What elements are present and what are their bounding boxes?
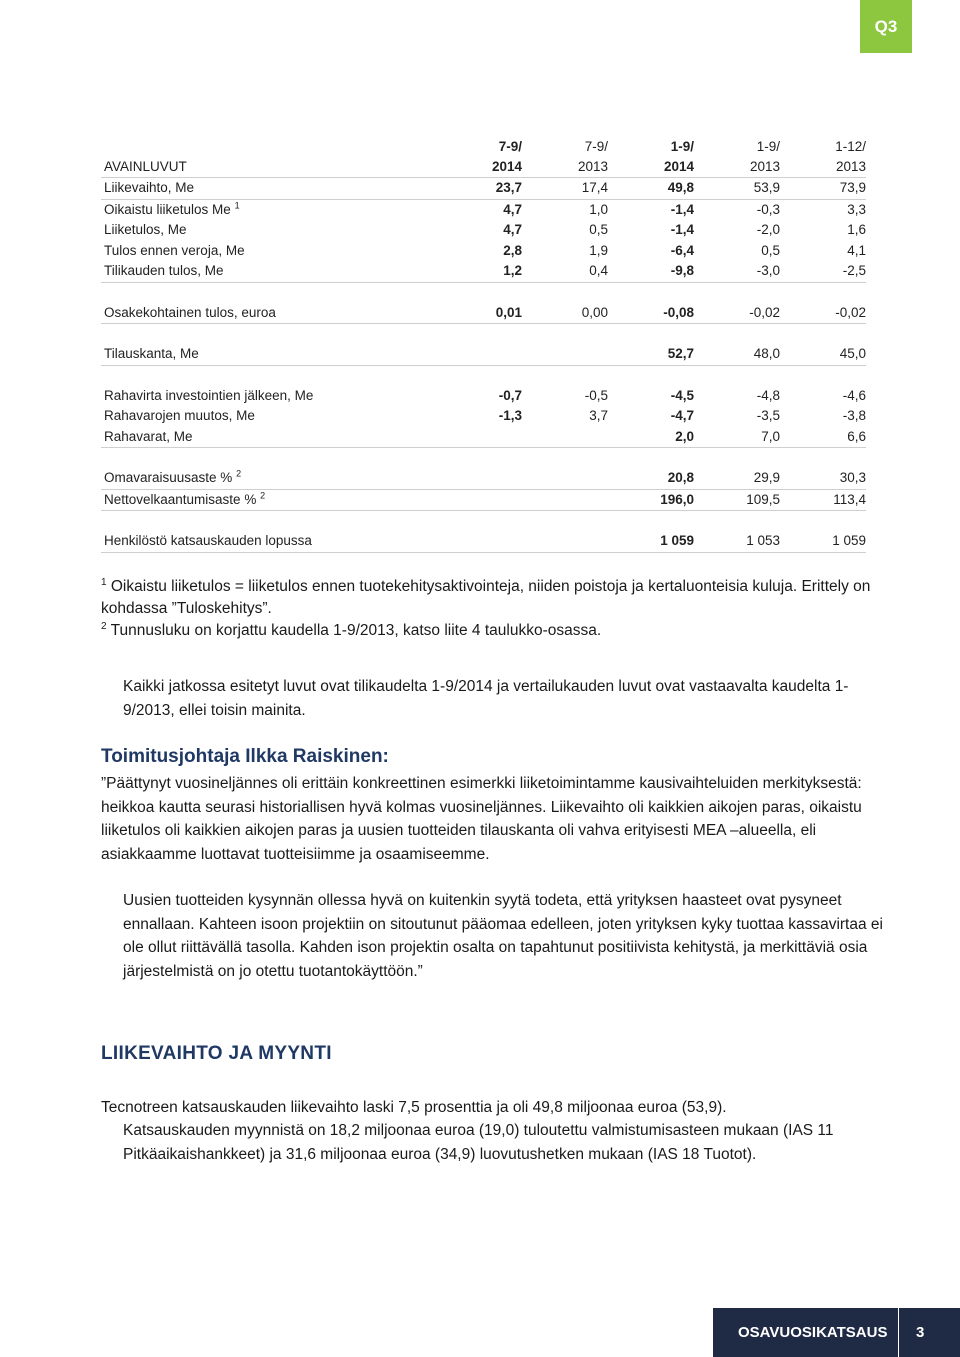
- row-label: Rahavarat, Me: [101, 427, 436, 448]
- table-row: [101, 241, 866, 262]
- row-value: 4,1: [847, 242, 866, 258]
- row-value: [436, 531, 522, 552]
- table-row: [101, 261, 866, 282]
- table-row: [101, 427, 866, 448]
- sales-paragraph-2: Katsauskauden myynnistä on 18,2 miljoonaa euroa (19,0) tuloutettu valmistumisasteen mukaan (IAS 11 Pitkäaikaishankkeet) ja 31,6 miljoonaa euroa (34,9) luovutushetken mukaan (IAS 18 Tuotot).: [123, 1122, 834, 1163]
- row-value: 53,9: [694, 178, 780, 200]
- row-value: 6,6: [780, 427, 866, 448]
- table-row: [101, 303, 866, 324]
- table-row: [101, 344, 866, 365]
- row-value: [522, 489, 608, 511]
- row-label: Oikaistu liiketulos Me: [104, 201, 231, 217]
- row-value: -4,6: [842, 387, 866, 403]
- row-value: -0,5: [584, 387, 608, 403]
- table-row: [101, 468, 866, 489]
- ceo-quote-paragraph-2: Uusien tuotteiden kysynnän ollessa hyvä on kuitenkin syytä todeta, että yrityksen haasteet ovat pysyneet ennallaan. Kahteen isoon projektiin on sitoutunut pääomaa edelleen, joten yrityksen kyky tuottaa kassavirtaa ei ole ollut riittävällä tasolla. Kahden ison projektin osalta on tapahtunut positiivista kehitystä, ja merkittäviä osia järjestelmistä on jo otettu tuotantokäyttöön.”: [123, 892, 883, 980]
- row-value: 1 059: [780, 531, 866, 552]
- row-value: 7,0: [694, 427, 780, 448]
- row-value: -1,4: [670, 222, 694, 237]
- row-value: [522, 468, 608, 489]
- row-value: 0,4: [522, 261, 608, 282]
- row-value: [436, 489, 522, 511]
- row-value: -2,5: [780, 261, 866, 282]
- row-label-cell: [101, 468, 436, 489]
- row-value: 52,7: [608, 344, 694, 365]
- row-label: Tilikauden tulos, Me: [101, 261, 436, 282]
- page-number: 3: [916, 1324, 925, 1341]
- row-label: Rahavirta investointien jälkeen, Me: [104, 387, 314, 403]
- section-heading: LIIKEVAIHTO JA MYYNTI: [101, 1043, 332, 1064]
- column-header-line1: 1-9/: [670, 139, 694, 154]
- table-row: [101, 386, 866, 407]
- row-value: 113,4: [780, 489, 866, 511]
- row-label: Nettovelkaantumisaste %: [104, 491, 257, 507]
- row-value: -6,4: [670, 242, 694, 258]
- row-value: 109,5: [694, 489, 780, 511]
- ceo-heading: Toimitusjohtaja Ilkka Raiskinen:: [101, 746, 389, 767]
- intro-paragraph: Kaikki jatkossa esitetyt luvut ovat tilikaudelta 1-9/2014 ja vertailukauden luvut ovat vastaavalta kaudelta 1-9/2013, ellei toisin mainita.: [123, 678, 849, 719]
- row-value: 45,0: [780, 344, 866, 365]
- footnote-1: [101, 576, 871, 620]
- footnotes: [101, 576, 871, 642]
- row-value: 4,7: [503, 201, 522, 217]
- row-label: Tilauskanta, Me: [101, 344, 436, 365]
- column-header-line1: 7-9/: [498, 139, 522, 154]
- row-value: -4,7: [670, 408, 694, 423]
- row-label: Rahavarojen muutos, Me: [104, 408, 255, 423]
- row-value: 2,8: [503, 242, 522, 258]
- column-header-line1: 7-9/: [584, 139, 608, 154]
- row-value: -9,8: [608, 261, 694, 282]
- row-label: Liiketulos, Me: [104, 222, 187, 237]
- row-value: -4,5: [670, 387, 694, 403]
- row-value: [522, 531, 608, 552]
- footnote-text: Tunnusluku on korjattu kaudella 1-9/2013, katso liite 4 taulukko-osassa.: [110, 622, 602, 639]
- row-value: 4,7: [503, 222, 522, 237]
- row-value: 0,01: [436, 303, 522, 324]
- row-value: 1,0: [589, 201, 608, 217]
- column-header-line1: 1-12/: [835, 139, 866, 154]
- row-value: -0,08: [608, 303, 694, 324]
- footnote-marker: 1: [234, 200, 240, 210]
- row-value: 73,9: [780, 178, 866, 200]
- row-value: [522, 427, 608, 448]
- table-row: [101, 531, 866, 552]
- sales-paragraph-1: Tecnotreen katsauskauden liikevaihto laski 7,5 prosenttia ja oli 49,8 miljoonaa euroa (53,9).: [101, 1099, 727, 1116]
- footnote-2: [101, 620, 871, 642]
- row-label: Tulos ennen veroja, Me: [104, 242, 245, 258]
- column-header-line2: 2013: [780, 157, 866, 178]
- row-value: 3,3: [847, 201, 866, 217]
- row-value: 30,3: [780, 468, 866, 489]
- row-value: 49,8: [608, 178, 694, 200]
- quarter-badge: Q3: [860, 0, 912, 53]
- table-row: [101, 220, 866, 241]
- row-value: -4,8: [756, 387, 780, 403]
- table-row: [101, 199, 866, 220]
- row-value: 196,0: [608, 489, 694, 511]
- row-value: 1 059: [608, 531, 694, 552]
- row-value: 1,9: [589, 242, 608, 258]
- footnote-number: 1: [101, 576, 107, 588]
- footnote-marker: 2: [236, 468, 242, 479]
- footnote-text: Oikaistu liiketulos = liiketulos ennen tuotekehitysaktivointeja, niiden poistoja ja kertaluonteisia kuluja. Erittely on kohdassa ”Tuloskehitys”.: [101, 578, 871, 617]
- footnote-number: 2: [101, 620, 107, 632]
- column-header-line2: 2013: [522, 157, 608, 178]
- column-header-line2: 2014: [608, 157, 694, 178]
- table-row: [101, 489, 866, 511]
- table-header-row-2: [101, 157, 866, 178]
- row-value: 1 053: [694, 531, 780, 552]
- ceo-quote-paragraph-1: ”Päättynyt vuosineljännes oli erittäin konkreettinen esimerkki liiketoimintamme kausivaihteluiden merkityksestä: heikkoa kautta seurasi historiallisen hyvä kolmas vuosineljännes. Liikevaihto oli kaikkien aikojen paras, oikaistu liiketulos oli kaikkien aikojen paras ja uusien tuotteiden tilauskanta oli vahva erityisesti MEA –alueella, eli asiakkaamme luottavat tuotteisiimme ja osaamiseemme.: [101, 775, 862, 863]
- row-value: -1,3: [498, 408, 522, 423]
- footer-bar: [713, 1308, 960, 1357]
- row-value: [436, 344, 522, 365]
- row-value: -1,4: [670, 201, 694, 217]
- row-value: 1,6: [847, 222, 866, 237]
- footnote-marker: 2: [260, 490, 266, 500]
- row-value: 2,0: [608, 427, 694, 448]
- table-row: [101, 178, 866, 200]
- row-value: 0,5: [589, 222, 608, 237]
- row-label-cell: [101, 489, 436, 511]
- row-label-cell: [101, 199, 436, 220]
- row-value: -3,0: [694, 261, 780, 282]
- table-row: [101, 406, 866, 427]
- row-value: [436, 468, 522, 489]
- row-value: 17,4: [522, 178, 608, 200]
- table-header-label: AVAINLUVUT: [101, 157, 436, 178]
- column-header-line1: 1-9/: [756, 139, 780, 154]
- row-value: 20,8: [608, 468, 694, 489]
- row-label: Liikevaihto, Me: [101, 178, 436, 200]
- row-value: [436, 427, 522, 448]
- row-value: 0,00: [522, 303, 608, 324]
- row-value: 29,9: [694, 468, 780, 489]
- row-value: -0,3: [756, 201, 780, 217]
- column-header-line2: 2013: [694, 157, 780, 178]
- footer-divider: [898, 1308, 899, 1357]
- row-value: [522, 344, 608, 365]
- row-label: Osakekohtainen tulos, euroa: [101, 303, 436, 324]
- row-value: -3,8: [842, 408, 866, 423]
- row-value: -0,02: [780, 303, 866, 324]
- row-value: 23,7: [436, 178, 522, 200]
- footer-title: OSAVUOSIKATSAUS: [738, 1324, 888, 1341]
- row-label: Henkilöstö katsauskauden lopussa: [101, 531, 436, 552]
- row-value: -0,7: [498, 387, 522, 403]
- row-value: 3,7: [589, 408, 608, 423]
- row-value: -2,0: [756, 222, 780, 237]
- table-header-row-1: [101, 137, 866, 157]
- row-value: -3,5: [756, 408, 780, 423]
- row-value: 0,5: [761, 242, 780, 258]
- column-header-line2: 2014: [436, 157, 522, 178]
- row-label: Omavaraisuusaste %: [104, 470, 233, 485]
- row-value: -0,02: [694, 303, 780, 324]
- row-value: 48,0: [694, 344, 780, 365]
- row-value: 1,2: [436, 261, 522, 282]
- key-figures-table: [101, 137, 866, 553]
